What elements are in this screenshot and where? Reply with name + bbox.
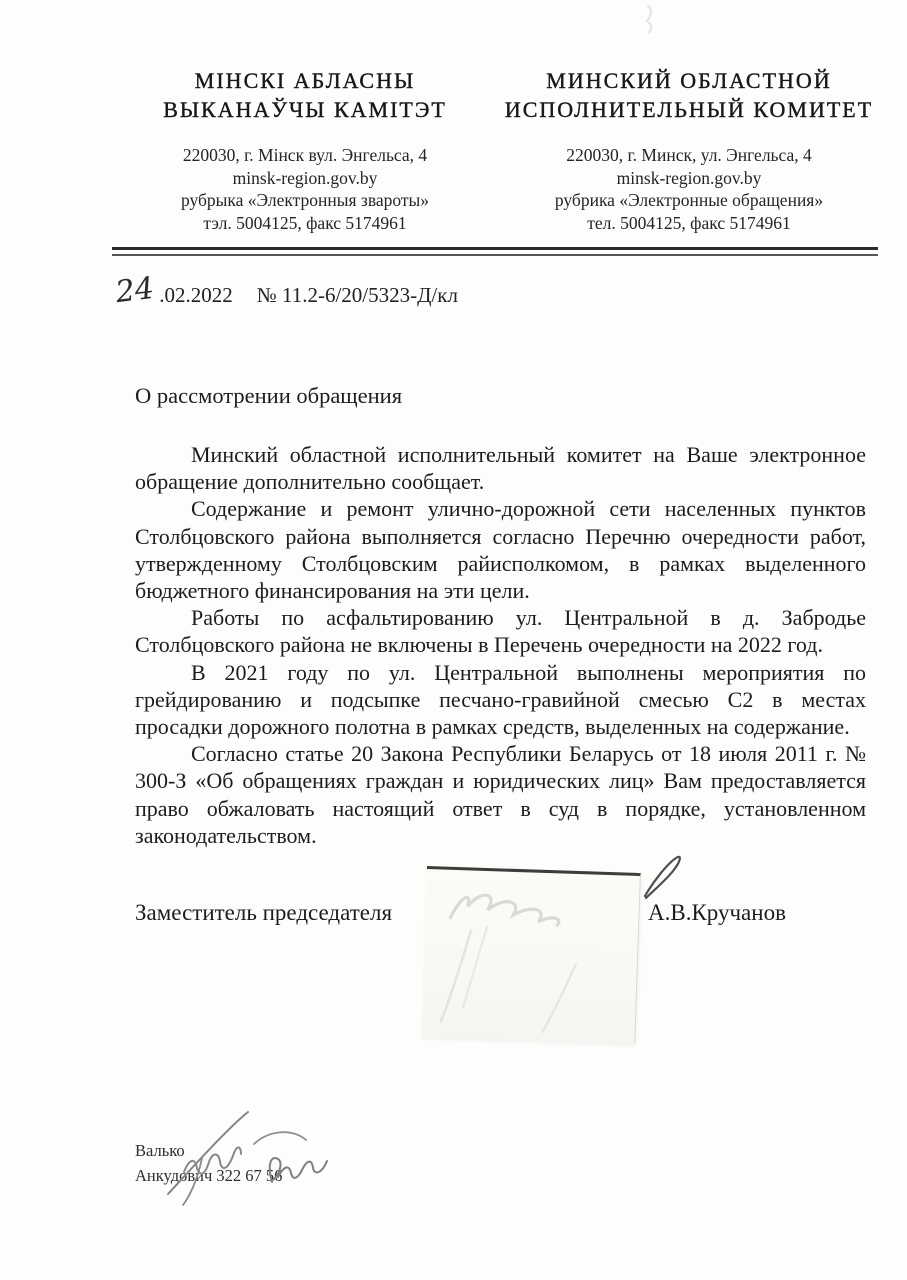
letterhead-russian	[478, 66, 900, 234]
pen-loop-stroke	[641, 852, 687, 900]
paragraph-maintenance: Содержание и ремонт улично-дорожной сети населенных пунктов Столбцовского района выполняется согласно Перечню очередности работ, утвержденному Столбцовским райисполкомом, в рамках выделенного бюджетного финансирования на эти цели.	[135, 496, 866, 604]
org-address-ru	[478, 144, 900, 234]
reference-line	[113, 270, 458, 311]
executor-signatures	[150, 1098, 390, 1208]
address-by-site: minsk-region.gov.by	[232, 167, 378, 188]
paragraph-asphalt: Работы по асфальтированию ул. Центральной в д. Забродье Столбцовского района не включены в Перечень очередности на 2022 год.	[135, 605, 866, 658]
reference-date: .02.2022	[159, 283, 233, 307]
org-address-by	[90, 144, 520, 234]
paragraph-intro: Минский областной исполнительный комитет на Ваше электронное обращение дополнительно сообщает.	[135, 442, 866, 495]
address-by-street: 220030, г. Мінск вул. Энгельса, 4	[182, 145, 428, 165]
paragraph-2021-works: В 2021 году по ул. Центральной выполнены мероприятия по грейдированию и подсыпке песчано-гравийной смесью С2 в местах просадки дорожного полотна в рамках средств, выделенных на содержание.	[135, 659, 866, 740]
org-title-ru	[478, 66, 900, 124]
address-by-rubric: рубрыка «Электронныя звароты»	[180, 190, 430, 210]
signature-patch	[421, 866, 641, 1044]
reference-number: № 11.2-6/20/5323-Д/кл	[256, 283, 458, 307]
letterhead-belarusian	[90, 66, 520, 234]
executor-1: Валько	[135, 1141, 185, 1160]
signer-name: А.В.Кручанов	[648, 900, 786, 925]
org-title-by-line2: ВЫКАНАЎЧЫ КАМІТЭТ	[163, 97, 447, 122]
address-ru-site: minsk-region.gov.by	[616, 167, 762, 188]
address-ru-phone: тел. 5004125, факс 5174961	[587, 212, 791, 233]
signer-position: Заместитель председателя	[135, 900, 393, 925]
handwritten-day: 24	[113, 270, 156, 311]
subject-line: О рассмотрении обращения	[135, 383, 403, 408]
address-ru-street: 220030, г. Минск, ул. Энгельса, 4	[566, 145, 812, 165]
org-title-ru-line1: МИНСКИЙ ОБЛАСТНОЙ	[546, 68, 832, 93]
org-title-ru-line2: ИСПОЛНИТЕЛЬНЫЙ КОМИТЕТ	[504, 97, 874, 122]
header-divider	[112, 247, 878, 256]
address-by-phone: тэл. 5004125, факс 5174961	[203, 212, 407, 233]
faint-signature-scribble	[421, 869, 639, 1044]
org-title-by	[90, 66, 520, 124]
org-title-by-line1: МІНСКІ АБЛАСНЫ	[194, 68, 416, 93]
scan-artifact	[643, 4, 657, 34]
executor-2-phone: Анкудович 322 67 56	[135, 1166, 283, 1185]
letter-body	[135, 441, 866, 849]
paragraph-legal: Согласно статье 20 Закона Республики Беларусь от 18 июля 2011 г. № 300-З «Об обращениях граждан и юридических лиц» Вам предоставляется право обжаловать настоящий ответ в суд в порядке, установленном законодательством.	[135, 741, 866, 848]
address-ru-rubric: рубрика «Электронные обращения»	[554, 190, 824, 210]
